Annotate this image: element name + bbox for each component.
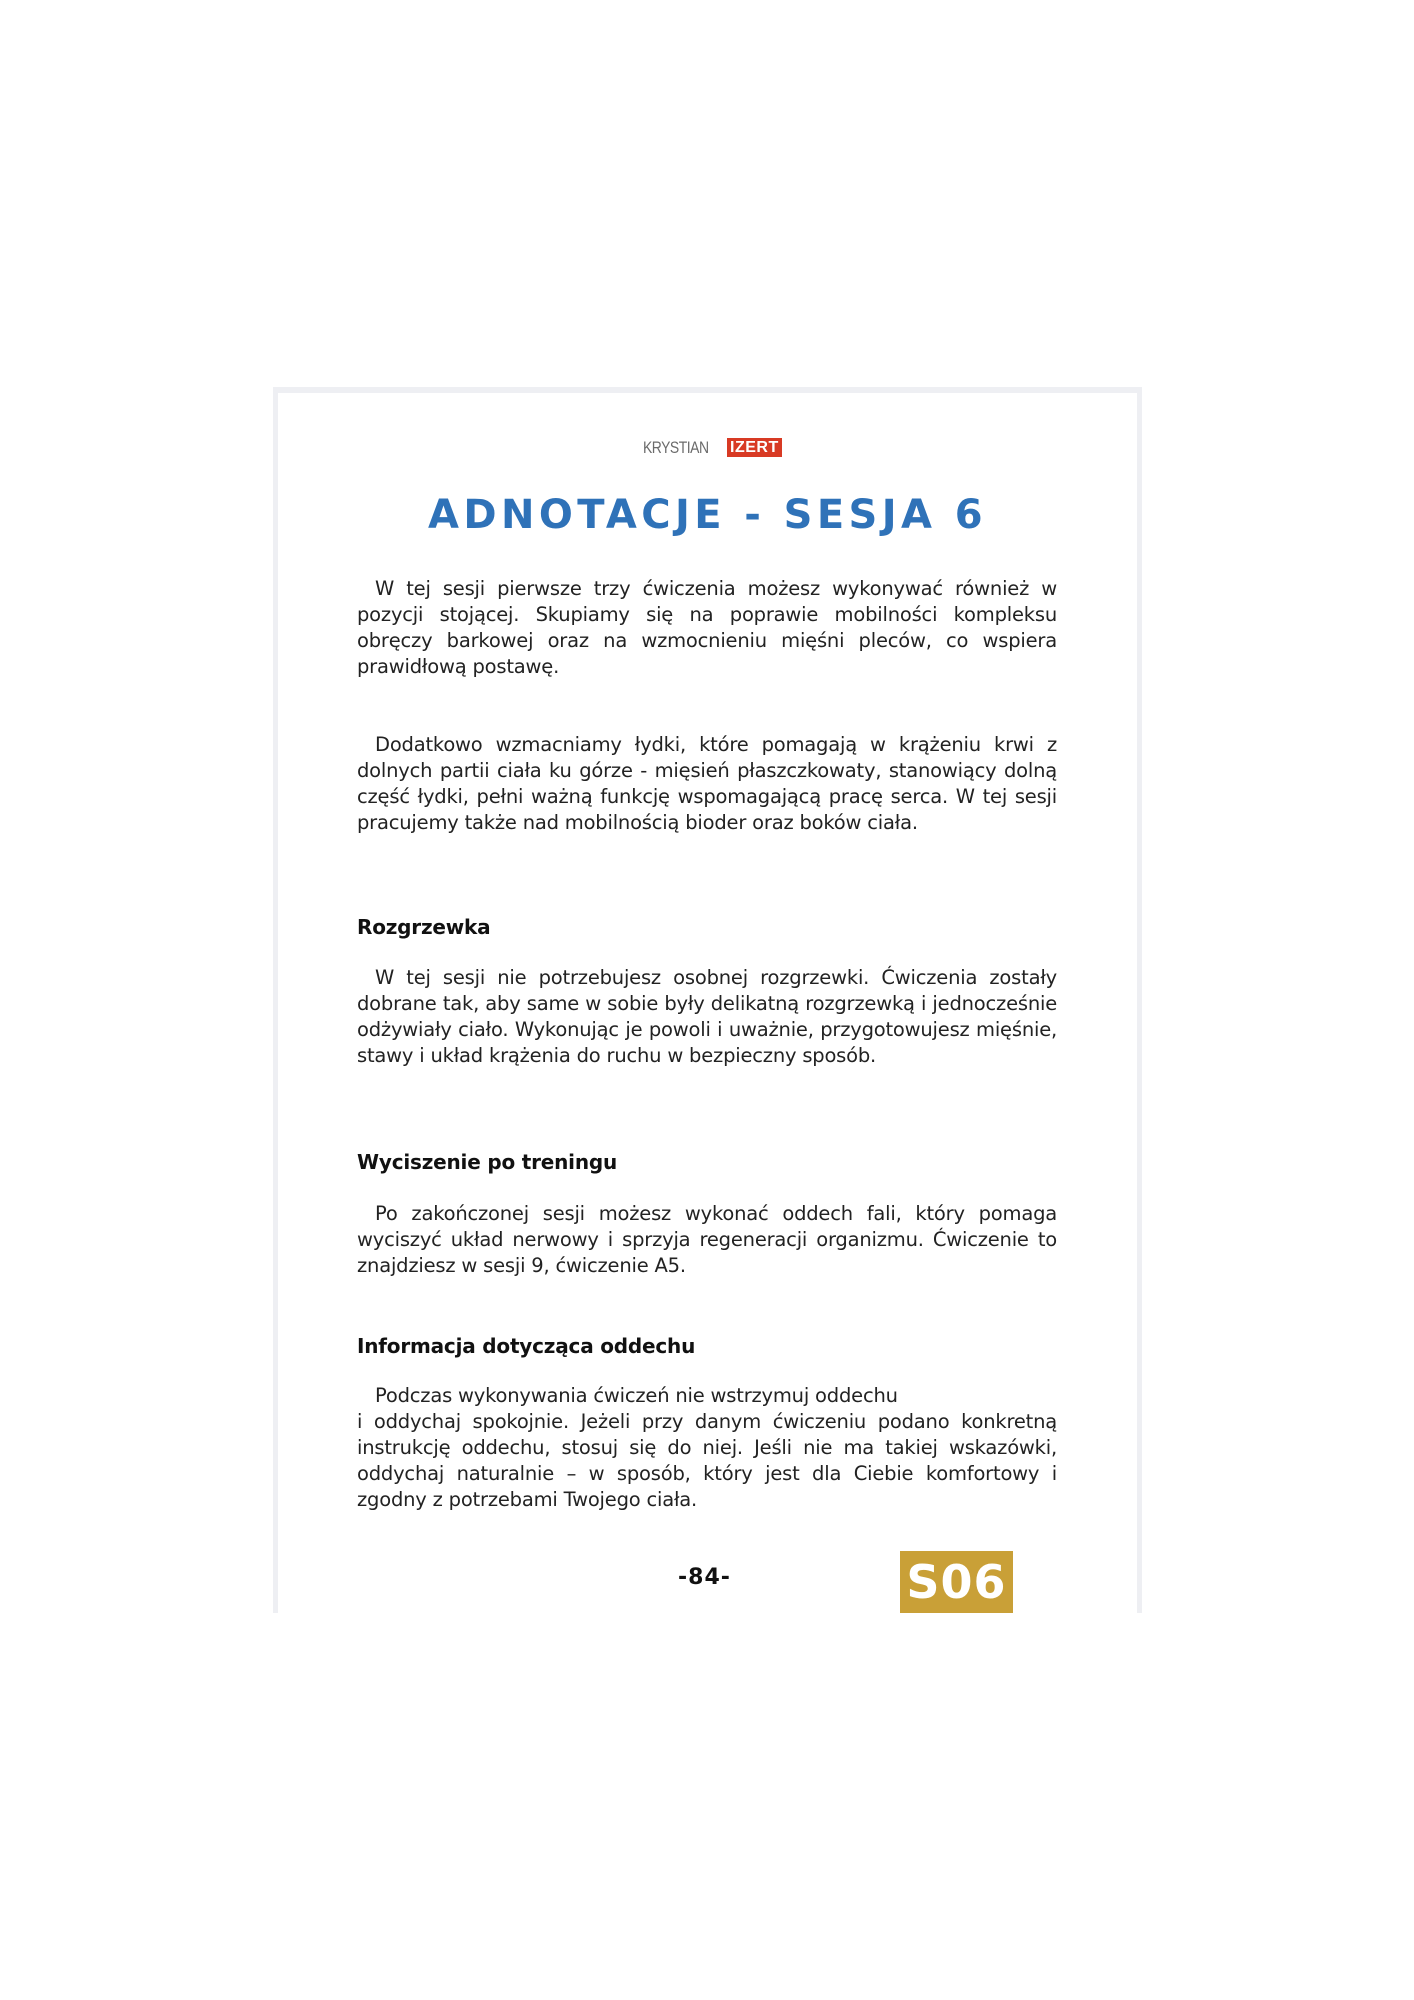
- section-text-cooldown: Po zakończonej sesji możesz wykonać oddech fali, który pomaga wyciszyć układ nerwowy i sprzyja regeneracji organizmu. Ćwiczenie to znajdziesz w sesji 9, ćwiczenie A5.: [357, 1202, 1057, 1277]
- page-number: -84-: [678, 1565, 731, 1590]
- section-heading-cooldown: Wyciszenie po treningu: [357, 1150, 618, 1174]
- page-title: ADNOTACJE - SESJA 6: [428, 492, 987, 538]
- session-badge: S06: [900, 1551, 1013, 1613]
- intro-paragraph-2: Dodatkowo wzmacniamy łydki, które pomagają w krążeniu krwi z dolnych partii ciała ku górze - mięsień płaszczkowaty, stanowiący dolną część łydki, pełni ważną funkcję wspomagającą pracę serca. W tej sesji pracujemy także nad mobilnością bioder oraz boków ciała.: [357, 733, 1057, 834]
- section-text-breathing-rest: i oddychaj spokojnie. Jeżeli przy danym ćwiczeniu podano konkretną instrukcję oddechu, stosuj się do niej. Jeśli nie ma takiej wskazówki, oddychaj naturalnie – w sposób, który jest dla Ciebie komfortowy i zgodny z potrzebami Twojego ciała.: [357, 1410, 1057, 1511]
- section-heading-breathing: Informacja dotycząca oddechu: [357, 1334, 696, 1358]
- section-text-breathing-line1: Podczas wykonywania ćwiczeń nie wstrzymuj oddechu: [375, 1384, 898, 1407]
- brand-logo: [643, 438, 782, 457]
- section-text-breathing: [357, 1383, 1057, 1513]
- logo-text-izert: IZERT: [727, 438, 782, 457]
- section-text-warmup: W tej sesji nie potrzebujesz osobnej rozgrzewki. Ćwiczenia zostały dobrane tak, aby same w sobie były delikatną rozgrzewką i jednocześnie odżywiały ciało. Wykonując je powoli i uważnie, przygotowujesz mięśnie, stawy i układ krążenia do ruchu w bezpieczny sposób.: [357, 966, 1057, 1067]
- document-page: [273, 387, 1142, 1613]
- section-heading-warmup: Rozgrzewka: [357, 915, 491, 939]
- intro-paragraph-1: W tej sesji pierwsze trzy ćwiczenia możesz wykonywać również w pozycji stojącej. Skupiamy się na poprawie mobilności kompleksu obręczy barkowej oraz na wzmocnieniu mięśni pleców, co wspiera prawidłową postawę.: [357, 577, 1057, 678]
- logo-text-krystian: KRYSTIAN: [643, 437, 709, 457]
